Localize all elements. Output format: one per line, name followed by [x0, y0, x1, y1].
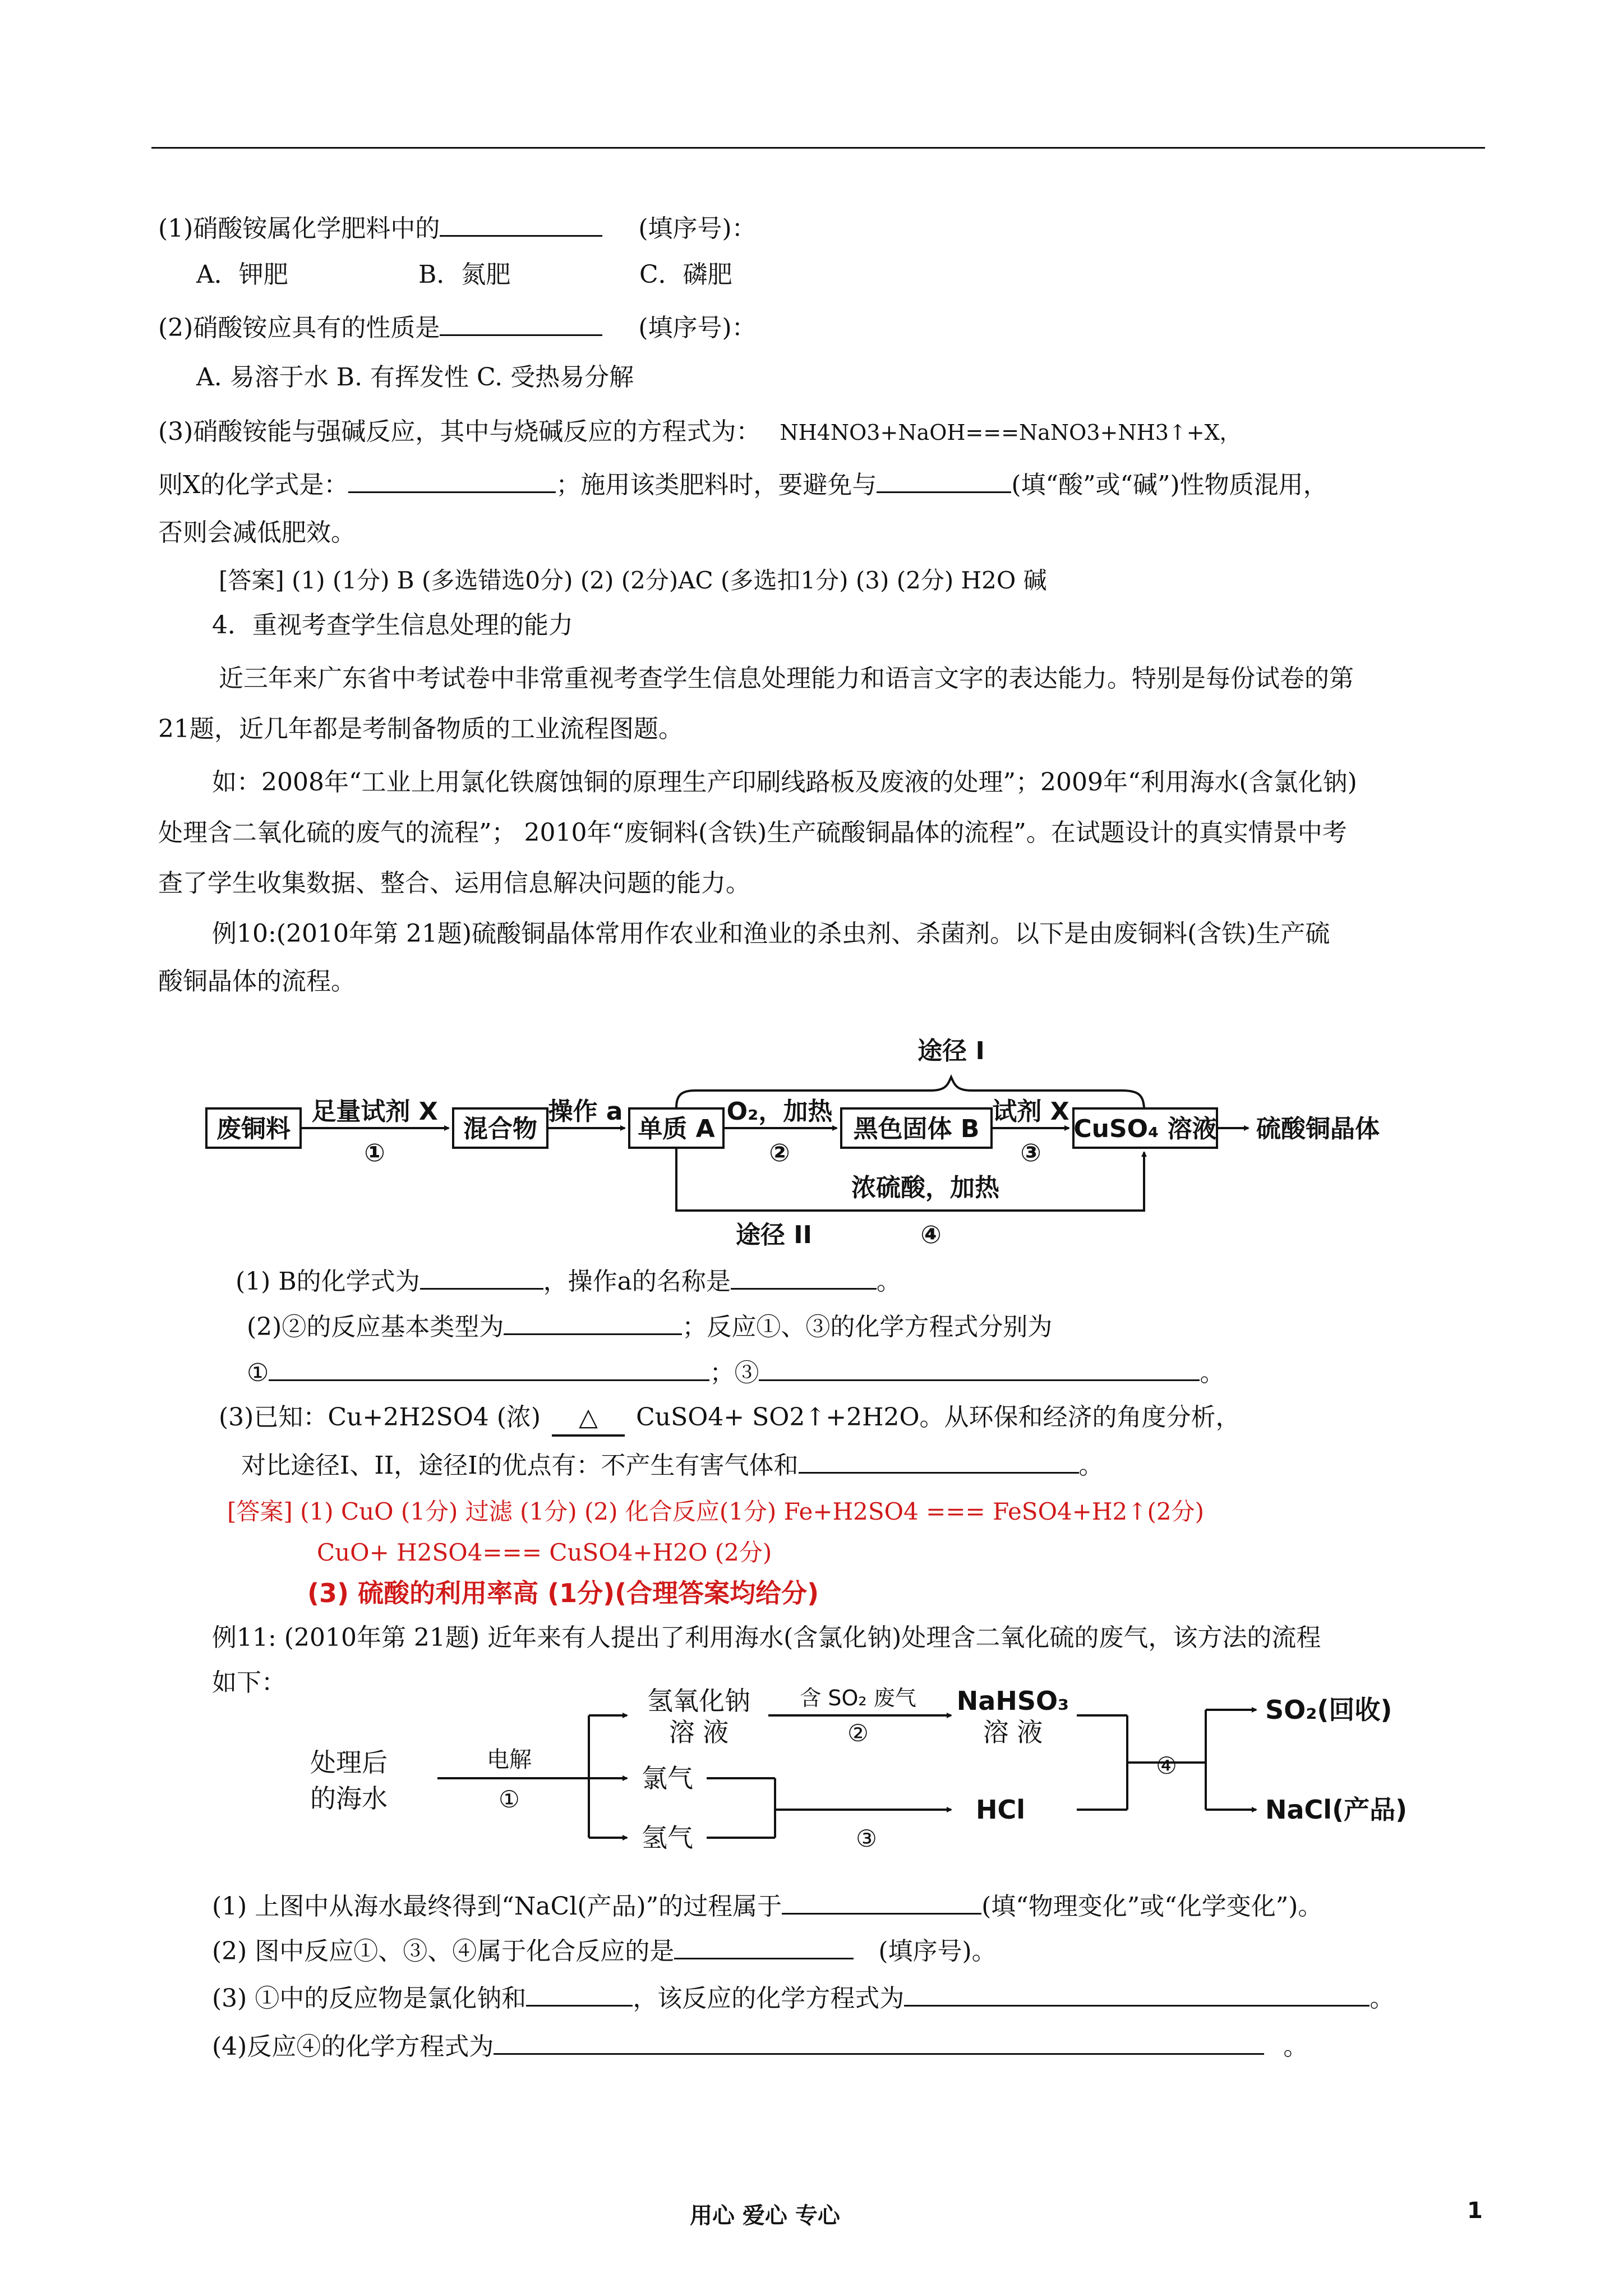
answer-blank[interactable] — [494, 2028, 1264, 2055]
section-para2-line2: 处理含二氧化硫的废气的流程”； 2010年“废铜料(含铁)生产硫酸铜晶体的流程”。在试题设计的真实情景中考 — [158, 818, 1347, 847]
section-para1-line2: 21题，近几年都是考制备物质的工业流程图题。 — [158, 715, 683, 743]
label-black-solid: 黑色固体 B — [853, 1115, 980, 1143]
ex10-q3b-text: 对比途径I、II，途径I的优点有：不产生有害气体和 — [241, 1451, 799, 1480]
box-black-solid — [841, 1108, 992, 1148]
answer-blank[interactable] — [348, 467, 556, 493]
answer-blank[interactable] — [440, 310, 602, 336]
ex10-q2 — [247, 1309, 1052, 1344]
q3-p2-options: A. 易溶于水 B. 有挥发性 C. 受热易分解 — [196, 363, 634, 392]
step1-marker: ① — [364, 1139, 385, 1167]
label-mixture: 混合物 — [463, 1115, 537, 1143]
section-para1-line1: 近三年来广东省中考试卷中非常重视考查学生信息处理能力和语言文字的表达能力。特别是每份试卷的第 — [219, 664, 1354, 693]
ex10-q1 — [236, 1263, 901, 1299]
ex10-answer-line1: [答案] (1) CuO (1分) 过滤 (1分) (2) 化合反应(1分) Fe+H2SO4 === FeSO4+H2↑(2分) — [227, 1498, 1204, 1525]
label-product: 硫酸铜晶体 — [1256, 1115, 1380, 1143]
q3-p3-equation: NH4NO3+NaOH===NaNO3+NH3↑+X， — [780, 420, 1241, 445]
ex10-q2-mid: ；反应①、③的化学方程式分别为 — [682, 1313, 1053, 1341]
box-element-a — [629, 1108, 723, 1148]
ex11-q2-text: (2) 图中反应①、③、④属于化合反应的是 — [212, 1937, 675, 1966]
label-hydrogen: 氢气 — [642, 1823, 693, 1853]
answer-blank[interactable] — [759, 1355, 1200, 1381]
box-mixture — [453, 1108, 547, 1148]
label-nacl-product: NaCl(产品) — [1265, 1795, 1408, 1825]
q3-part3c: 否则会减低肥效。 — [158, 518, 356, 547]
ex11-q1 — [212, 1888, 1322, 1924]
label-naoh-2: 溶 液 — [668, 1717, 729, 1747]
q3-p3b-mid: ；施用该类肥料时，要避免与 — [556, 471, 877, 499]
answer-blank[interactable] — [440, 210, 602, 237]
answer-blank[interactable] — [731, 1263, 877, 1290]
ex11-q3-text: (3) ①中的反应物是氯化钠和 — [212, 1984, 527, 2013]
answer-blank[interactable] — [269, 1355, 709, 1381]
ex10-intro-line2: 酸铜晶体的流程。 — [158, 967, 356, 996]
answer-blank[interactable] — [526, 1980, 633, 2007]
step1-marker: ① — [499, 1786, 520, 1813]
q3-part3 — [158, 415, 1241, 449]
q3-p3-text: (3)硝酸铵能与强碱反应，其中与烧碱反应的方程式为： — [158, 417, 761, 446]
box-cuso4 — [1073, 1108, 1217, 1148]
label-electrolysis: 电解 — [487, 1747, 532, 1773]
heat-condition-mark: △ — [552, 1401, 625, 1437]
option-b: B．氮肥 — [418, 260, 511, 289]
ex11-intro-line1: 例11: (2010年第 21题) 近年来有人提出了利用海水(含氯化钠)处理含二氧化硫的废气，该方法的流程 — [212, 1623, 1321, 1652]
label-nahso3-2: 溶 液 — [983, 1717, 1043, 1747]
label-reagent-x: 足量试剂 X — [311, 1097, 438, 1126]
label-cuso4: CuSO₄ 溶液 — [1073, 1115, 1217, 1143]
answer-blank[interactable] — [904, 1980, 1370, 2007]
answer-blank[interactable] — [420, 1263, 543, 1290]
q3-p3b-hint: (填“酸”或“碱”)性物质混用， — [1011, 471, 1328, 499]
ex10-q2-end: 。 — [1200, 1359, 1225, 1387]
label-seawater-1: 处理后 — [310, 1747, 388, 1778]
ex11-q4-text: (4)反应④的化学方程式为 — [212, 2032, 494, 2061]
label-reagent-x2: 试剂 X — [992, 1097, 1069, 1126]
ex10-q3b-end: 。 — [1078, 1451, 1104, 1480]
page-number: 1 — [1467, 2198, 1483, 2224]
label-waste-copper: 废铜料 — [216, 1115, 291, 1143]
label-nahso3-1: NaHSO₃ — [956, 1686, 1069, 1716]
step3-marker: ③ — [1020, 1139, 1041, 1167]
ex10-q1-mid: ，操作a的名称是 — [543, 1267, 731, 1296]
ex11-q1-text: (1) 上图中从海水最终得到“NaCl(产品)”的过程属于 — [212, 1892, 782, 1921]
q3-part1 — [158, 210, 757, 246]
step4-marker: ④ — [1156, 1752, 1177, 1779]
step2-marker: ② — [769, 1139, 790, 1167]
q3-part3b — [158, 467, 1328, 502]
label-operation-a: 操作 a — [548, 1097, 623, 1126]
answer-blank[interactable] — [799, 1447, 1079, 1474]
ex10-answer-line3: (3) 硫酸的利用率高 (1分)(合理答案均给分) — [307, 1578, 819, 1608]
footer-motto: 用心 爱心 专心 — [690, 2203, 840, 2229]
answer-blank[interactable] — [504, 1309, 682, 1335]
ex10-q2-eq1-marker: ① — [247, 1359, 269, 1387]
q3-p2-text: (2)硝酸铵应具有的性质是 — [158, 314, 440, 342]
label-element-a: 单质 A — [638, 1115, 715, 1143]
q3-p1-hint: (填序号)： — [638, 214, 757, 243]
ex10-q3-text: (3)已知：Cu+2H2SO4 (浓) — [219, 1403, 541, 1432]
section-heading: 4．重视考查学生信息处理的能力 — [212, 611, 573, 639]
ex10-q1-end: 。 — [876, 1267, 901, 1296]
label-conc-acid: 浓硫酸，加热 — [851, 1174, 999, 1202]
label-so2-recovered: SO₂(回收) — [1265, 1695, 1393, 1725]
label-route2: 途径 II — [735, 1221, 813, 1249]
ex11-q1-hint: (填“物理变化”或“化学变化”)。 — [981, 1892, 1323, 1921]
answer-blank[interactable] — [782, 1888, 981, 1915]
q3-part2 — [158, 310, 757, 345]
option-c: C．磷肥 — [639, 260, 732, 289]
section-para2-line1: 如：2008年“工业上用氯化铁腐蚀铜的原理生产印刷线路板及废液的处理”；2009年“利用海水(含氯化钠) — [212, 768, 1357, 797]
ex10-answer-line2: CuO+ H2SO4=== CuSO4+H2O (2分) — [317, 1539, 772, 1566]
ex11-q4-end: 。 — [1283, 2032, 1308, 2061]
ex10-q3b — [241, 1447, 1104, 1483]
option-a: A．钾肥 — [196, 260, 288, 289]
q3-p2-hint: (填序号)： — [638, 314, 757, 342]
ex11-q3-end: 。 — [1370, 1984, 1395, 2013]
ex11-q3-mid: ，该反应的化学方程式为 — [633, 1984, 905, 2013]
ex11-q4 — [212, 2028, 1308, 2064]
label-o2-heat: O₂，加热 — [726, 1097, 833, 1126]
step2-marker: ② — [847, 1719, 869, 1747]
label-chlorine: 氯气 — [642, 1763, 693, 1793]
q3-p1-text: (1)硝酸铵属化学肥料中的 — [158, 214, 440, 243]
answer-blank[interactable] — [674, 1933, 854, 1959]
step4-marker: ④ — [920, 1221, 942, 1249]
q3-p3b-text: 则X的化学式是： — [158, 471, 349, 499]
label-seawater-2: 的海水 — [310, 1783, 388, 1814]
ex11-q3 — [212, 1980, 1394, 2016]
answer-blank[interactable] — [877, 467, 1011, 493]
ex10-q2-eq3-marker: ；③ — [709, 1359, 759, 1387]
q3-p1-options — [196, 258, 732, 292]
ex11-intro-line2: 如下： — [212, 1668, 286, 1697]
ex11-q2 — [212, 1933, 997, 1968]
step3-marker: ③ — [856, 1825, 877, 1852]
label-hcl: HCl — [976, 1795, 1026, 1825]
header-rule — [151, 147, 1485, 149]
ex10-q3 — [219, 1401, 1241, 1437]
ex10-q2-text: (2)②的反应基本类型为 — [247, 1313, 504, 1341]
ex10-intro-line1: 例10:(2010年第 21题)硫酸铜晶体常用作农业和渔业的杀虫剂、杀菌剂。以下是由废铜料(含铁)生产硫 — [212, 919, 1330, 948]
ex10-q1-text: (1) B的化学式为 — [236, 1267, 420, 1296]
label-route1: 途径 I — [917, 1037, 985, 1065]
q3-answer: [答案] (1) (1分) B (多选错选0分) (2) (2分)AC (多选扣1分) (3) (2分) H2O 碱 — [219, 567, 1047, 594]
label-so2-gas: 含 SO₂ 废气 — [800, 1686, 916, 1710]
ex11-q2-hint: (填序号)。 — [878, 1937, 997, 1966]
label-naoh-1: 氢氧化钠 — [647, 1686, 750, 1716]
ex10-q3-equation: CuSO4+ SO2↑+2H2O。从环保和经济的角度分析， — [636, 1403, 1241, 1432]
section-para2-line3: 查了学生收集数据、整合、运用信息解决问题的能力。 — [158, 869, 750, 898]
ex10-q2-equations — [247, 1355, 1224, 1390]
box-waste-copper — [206, 1108, 301, 1148]
